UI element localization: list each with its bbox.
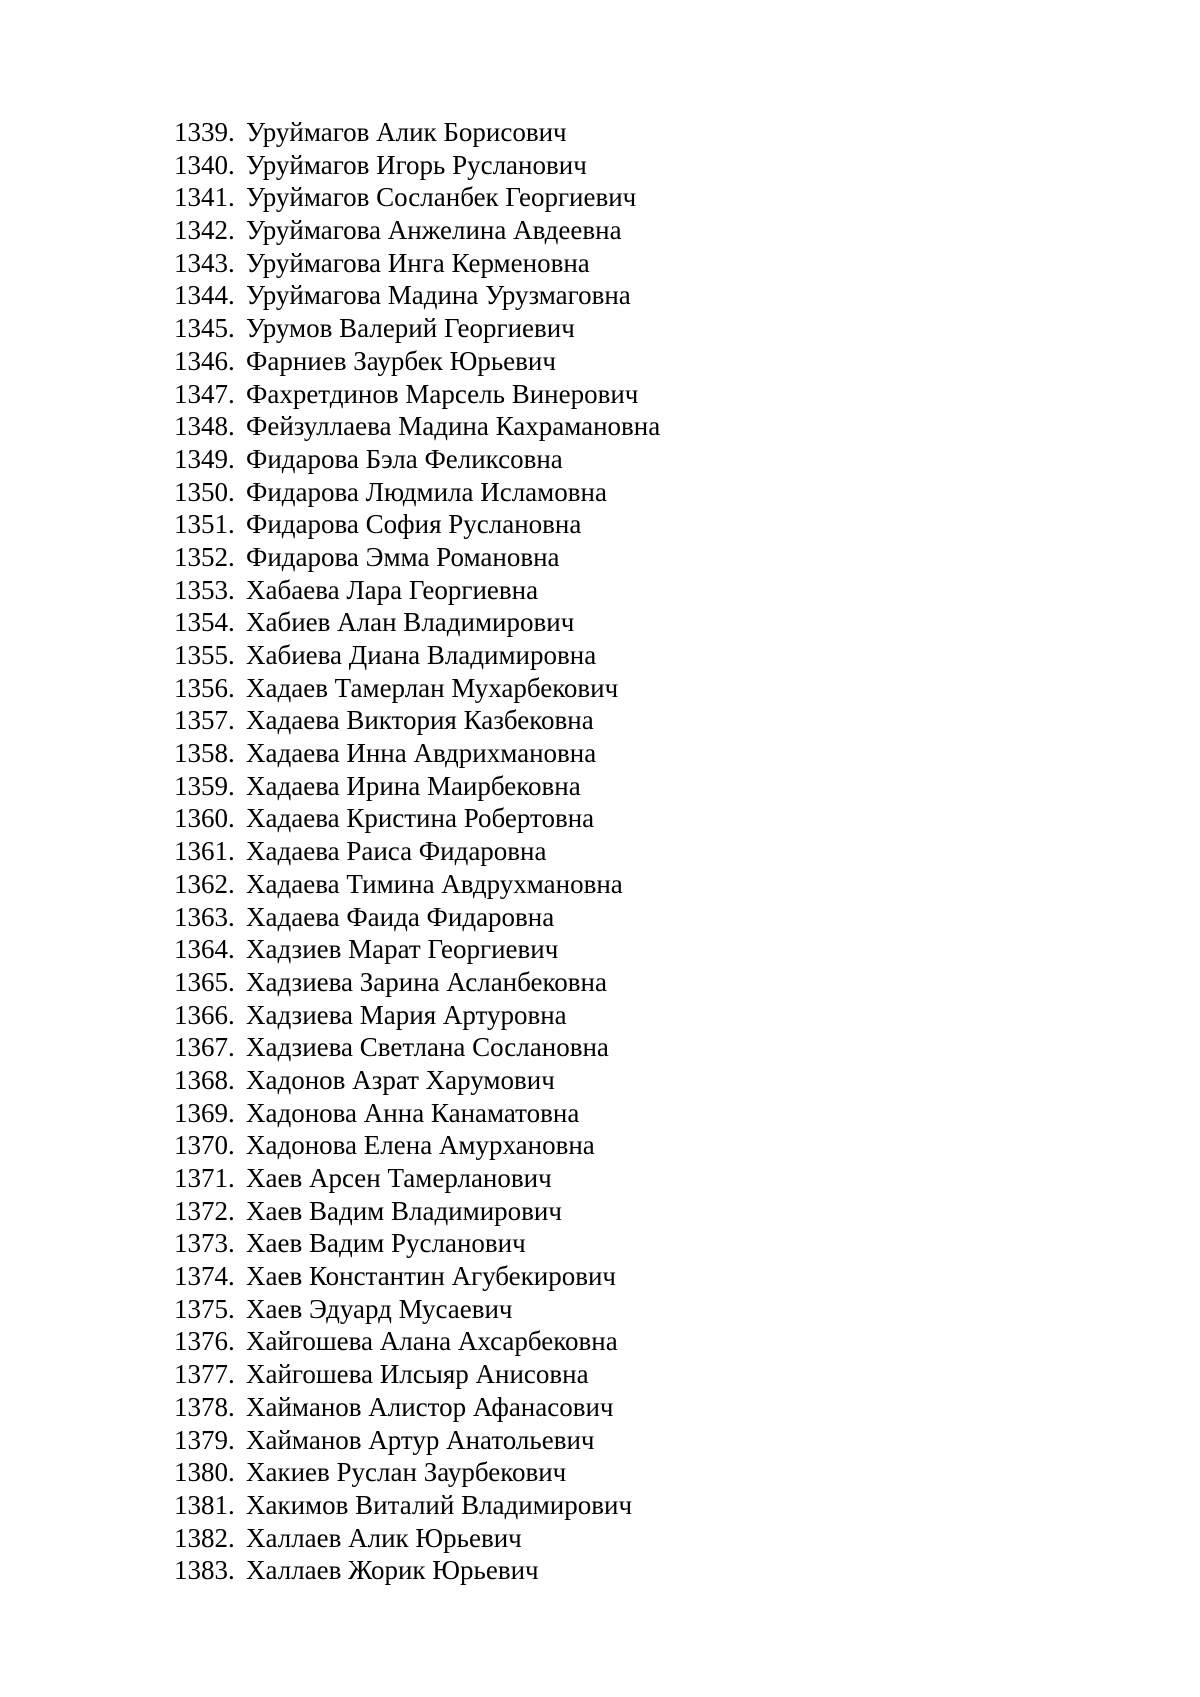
entry-full-name: Фидарова София Руслановна — [246, 509, 582, 540]
entry-number: 1359. — [174, 770, 235, 801]
entry-full-name: Хабиев Алан Владимирович — [246, 607, 575, 638]
entry-number: 1361. — [174, 836, 235, 867]
list-item — [174, 1554, 660, 1587]
entry-number: 1380. — [174, 1457, 235, 1488]
entry-number: 1378. — [174, 1391, 235, 1422]
list-item — [174, 999, 660, 1032]
entry-full-name: Фидарова Бэла Феликсовна — [246, 443, 563, 474]
list-item — [174, 1097, 660, 1130]
entry-number: 1372. — [174, 1195, 235, 1226]
entry-full-name: Уруймагова Анжелина Авдеевна — [246, 215, 622, 246]
entry-number: 1376. — [174, 1326, 235, 1357]
entry-number: 1383. — [174, 1555, 235, 1586]
entry-full-name: Уруймагов Игорь Русланович — [246, 149, 587, 180]
entry-full-name: Хадаева Кристина Робертовна — [246, 803, 595, 834]
entry-number: 1357. — [174, 705, 235, 736]
entry-full-name: Фидарова Эмма Романовна — [246, 541, 560, 572]
list-item — [174, 279, 660, 312]
list-item — [174, 247, 660, 280]
entry-full-name: Хадонова Елена Амурхановна — [246, 1130, 595, 1161]
entry-number: 1375. — [174, 1293, 235, 1324]
entry-full-name: Хадзиева Мария Артуровна — [246, 999, 567, 1030]
entry-full-name: Уруймагов Сосланбек Георгиевич — [246, 182, 637, 213]
list-item — [174, 835, 660, 868]
entry-number: 1360. — [174, 803, 235, 834]
entry-number: 1339. — [174, 117, 235, 147]
list-item — [174, 149, 660, 182]
list-item — [174, 1489, 660, 1522]
entry-number: 1369. — [174, 1097, 235, 1128]
entry-full-name: Фарниев Заурбек Юрьевич — [246, 345, 556, 376]
name-list — [174, 116, 660, 1587]
entry-number: 1366. — [174, 999, 235, 1030]
entry-full-name: Хадаева Ирина Маирбековна — [246, 770, 581, 801]
entry-full-name: Халлаев Алик Юрьевич — [246, 1522, 522, 1553]
entry-full-name: Хайманов Артур Анатольевич — [246, 1424, 595, 1455]
entry-full-name: Хаев Вадим Владимирович — [246, 1195, 562, 1226]
entry-number: 1367. — [174, 1032, 235, 1063]
entry-number: 1341. — [174, 182, 235, 213]
entry-number: 1346. — [174, 345, 235, 376]
entry-full-name: Фейзуллаева Мадина Кахрамановна — [246, 411, 661, 442]
entry-number: 1377. — [174, 1359, 235, 1390]
entry-number: 1374. — [174, 1261, 235, 1292]
entry-number: 1349. — [174, 443, 235, 474]
list-item — [174, 1064, 660, 1097]
entry-full-name: Хаев Константин Агубекирович — [246, 1261, 616, 1292]
entry-number: 1356. — [174, 672, 235, 703]
entry-number: 1354. — [174, 607, 235, 638]
list-item — [174, 1325, 660, 1358]
entry-full-name: Хакиев Руслан Заурбекович — [246, 1457, 567, 1488]
entry-number: 1358. — [174, 738, 235, 769]
list-item — [174, 1456, 660, 1489]
entry-full-name: Хадонова Анна Канаматовна — [246, 1097, 580, 1128]
entry-full-name: Хаев Вадим Русланович — [246, 1228, 526, 1259]
entry-full-name: Хадаева Раиса Фидаровна — [246, 836, 547, 867]
list-item — [174, 541, 660, 574]
list-item — [174, 802, 660, 835]
entry-number: 1368. — [174, 1064, 235, 1095]
entry-full-name: Урумов Валерий Георгиевич — [246, 313, 575, 344]
list-item — [174, 476, 660, 509]
list-item — [174, 770, 660, 803]
entry-number: 1347. — [174, 378, 235, 409]
entry-full-name: Хадзиева Светлана Сослановна — [246, 1032, 609, 1063]
list-item — [174, 1129, 660, 1162]
entry-full-name: Уруймагов Алик Борисович — [246, 117, 567, 147]
list-item — [174, 443, 660, 476]
entry-full-name: Хаев Арсен Тамерланович — [246, 1163, 552, 1193]
entry-full-name: Хабаева Лара Георгиевна — [246, 574, 539, 605]
list-item — [174, 1293, 660, 1326]
list-item — [174, 901, 660, 934]
entry-number: 1352. — [174, 541, 235, 572]
list-item — [174, 181, 660, 214]
list-item — [174, 966, 660, 999]
entry-number: 1342. — [174, 215, 235, 246]
list-item — [174, 574, 660, 607]
entry-number: 1370. — [174, 1130, 235, 1161]
entry-number: 1353. — [174, 574, 235, 605]
entry-full-name: Уруймагова Инга Керменовна — [246, 247, 590, 278]
entry-number: 1381. — [174, 1489, 235, 1520]
list-item — [174, 378, 660, 411]
entry-number: 1363. — [174, 901, 235, 932]
entry-full-name: Хадаева Виктория Казбековна — [246, 705, 594, 736]
list-item — [174, 345, 660, 378]
entry-number: 1348. — [174, 411, 235, 442]
list-item — [174, 1162, 660, 1195]
list-item — [174, 116, 660, 149]
entry-number: 1365. — [174, 966, 235, 997]
entry-full-name: Хадзиева Зарина Асланбековна — [246, 966, 607, 997]
entry-full-name: Хадаева Фаида Фидаровна — [246, 901, 555, 932]
list-item — [174, 868, 660, 901]
list-item — [174, 1195, 660, 1228]
entry-full-name: Хайгошева Илсыяр Анисовна — [246, 1359, 589, 1390]
entry-number: 1343. — [174, 247, 235, 278]
list-item — [174, 639, 660, 672]
entry-number: 1371. — [174, 1163, 235, 1193]
entry-number: 1362. — [174, 868, 235, 899]
list-item — [174, 1260, 660, 1293]
entry-full-name: Хабиева Диана Владимировна — [246, 640, 597, 670]
entry-full-name: Хадаева Инна Авдрихмановна — [246, 738, 597, 769]
list-item — [174, 312, 660, 345]
list-item — [174, 672, 660, 705]
entry-number: 1373. — [174, 1228, 235, 1259]
list-item — [174, 214, 660, 247]
list-item — [174, 1031, 660, 1064]
entry-number: 1344. — [174, 280, 235, 311]
entry-full-name: Хадзиев Марат Георгиевич — [246, 934, 559, 965]
list-item — [174, 1424, 660, 1457]
list-item — [174, 933, 660, 966]
entry-number: 1350. — [174, 476, 235, 507]
list-item — [174, 1391, 660, 1424]
entry-number: 1364. — [174, 934, 235, 965]
entry-number: 1379. — [174, 1424, 235, 1455]
entry-number: 1340. — [174, 149, 235, 180]
entry-full-name: Хайманов Алистор Афанасович — [246, 1391, 614, 1422]
entry-full-name: Хакимов Виталий Владимирович — [246, 1489, 633, 1520]
entry-full-name: Хайгошева Алана Ахсарбековна — [246, 1326, 618, 1357]
list-item — [174, 704, 660, 737]
list-item — [174, 1227, 660, 1260]
entry-full-name: Хадаев Тамерлан Мухарбекович — [246, 672, 619, 703]
entry-full-name: Фахретдинов Марсель Винерович — [246, 378, 639, 409]
entry-number: 1345. — [174, 313, 235, 344]
entry-number: 1355. — [174, 640, 235, 670]
entry-number: 1382. — [174, 1522, 235, 1553]
entry-full-name: Фидарова Людмила Исламовна — [246, 476, 607, 507]
entry-full-name: Халлаев Жорик Юрьевич — [246, 1555, 539, 1586]
entry-full-name: Хадаева Тимина Авдрухмановна — [246, 868, 623, 899]
entry-full-name: Хаев Эдуард Мусаевич — [246, 1293, 513, 1324]
list-item — [174, 508, 660, 541]
list-item — [174, 1358, 660, 1391]
list-item — [174, 737, 660, 770]
entry-number: 1351. — [174, 509, 235, 540]
list-item — [174, 410, 660, 443]
entry-full-name: Хадонов Азрат Харумович — [246, 1064, 555, 1095]
entry-full-name: Уруймагова Мадина Урузмаговна — [246, 280, 631, 311]
list-item — [174, 606, 660, 639]
list-item — [174, 1522, 660, 1555]
